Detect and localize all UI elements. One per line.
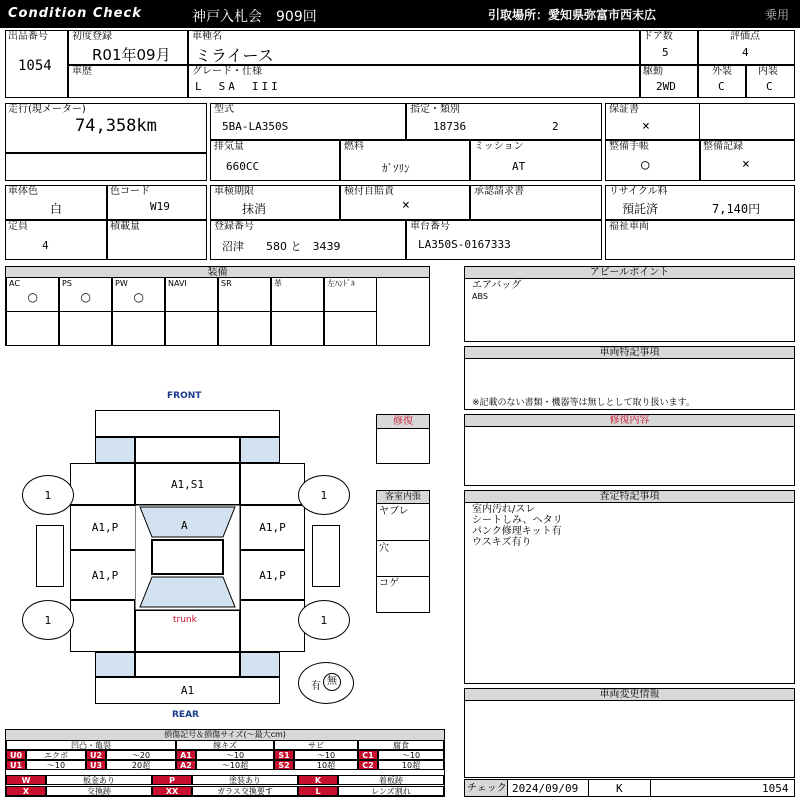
- recycle-label: リサイクル料: [609, 186, 668, 197]
- front-label: FRONT: [167, 391, 202, 401]
- rear-right-quarter[interactable]: [240, 600, 305, 652]
- assessment-title: 査定特記事項: [465, 491, 794, 503]
- assessment-line-3: パンク修理キット有: [472, 526, 562, 537]
- legend-code: U0: [6, 750, 26, 760]
- plate-label: 登録番号: [214, 221, 254, 232]
- equipment-cell: [218, 278, 271, 312]
- grade-label: グレード・仕様: [192, 66, 262, 77]
- drive-label: 駆動: [643, 66, 663, 77]
- insurance-label: 検付自賠責: [344, 186, 394, 197]
- mission-value: AT: [512, 160, 526, 173]
- insurance-value: ×: [402, 198, 410, 213]
- change-info-title: 車両変更情報: [465, 689, 794, 701]
- equipment-cell-blank: [165, 312, 218, 346]
- mileage-label: 走行(現メーター): [8, 104, 86, 115]
- doors-label: ドア数: [643, 31, 673, 42]
- grade-value: L SA III: [195, 80, 281, 93]
- rear-label: REAR: [172, 710, 199, 720]
- equipment-label: 左ﾊﾝﾄﾞﾙ: [327, 279, 355, 288]
- auction-name: 神戸入札会 909回: [192, 9, 317, 25]
- wheel-rear-left[interactable]: 1: [22, 600, 74, 640]
- int-value: C: [766, 80, 773, 93]
- mission-label: ミッション: [474, 141, 524, 152]
- header-bar: [0, 0, 800, 28]
- ext-label: 外装: [712, 66, 732, 77]
- equipment-cell: [59, 278, 112, 312]
- rear-left-corner[interactable]: [95, 652, 135, 677]
- equipment-label: 革: [274, 279, 282, 288]
- lot-number: 1054: [18, 58, 52, 74]
- doors-value: 5: [662, 46, 669, 59]
- score-label: 評価点: [730, 31, 760, 42]
- rear-right-door[interactable]: A1,P: [240, 550, 305, 600]
- trunk-label: trunk: [173, 615, 197, 625]
- category-value-a: 18736: [433, 120, 467, 133]
- legend-header: サビ: [274, 740, 358, 750]
- legend-code: C2: [358, 760, 378, 770]
- special-note: ※記載のない書類・機器等は無しとして取り扱います。: [472, 398, 695, 408]
- legend-code: K: [298, 775, 338, 785]
- color-code-value: W19: [150, 200, 170, 213]
- front-left-corner[interactable]: [95, 437, 135, 463]
- legend-text: 〜10超: [196, 760, 274, 770]
- warranty-divider: [699, 103, 700, 140]
- legend-text: 交換跡: [46, 786, 152, 796]
- legend-code: U2: [86, 750, 106, 760]
- hood-area[interactable]: [135, 437, 240, 463]
- front-left-door[interactable]: A1,P: [70, 505, 140, 550]
- interior-divider-1: [376, 540, 430, 541]
- pickup-location: 引取場所：愛知県弥富市西末広: [488, 8, 657, 22]
- equipment-cell-blank: [59, 312, 112, 346]
- legend-text: ガラス交換要す: [192, 786, 298, 796]
- legend-code: U3: [86, 760, 106, 770]
- legend-code: X: [6, 786, 46, 796]
- windshield-label: A: [181, 519, 188, 532]
- legend-text: 10超: [378, 760, 444, 770]
- assessment-line-2: シートしみ、ヘタリ: [472, 515, 563, 526]
- roof-center: [152, 540, 223, 574]
- wheel-rear-right[interactable]: 1: [298, 600, 350, 640]
- plate-value: 沼津 580 と 3439: [222, 240, 341, 253]
- warranty-label: 保証書: [609, 104, 639, 115]
- recycle-status: 預託済: [622, 202, 659, 216]
- legend-code: XX: [152, 786, 192, 796]
- equipment-mark: ○: [80, 290, 91, 304]
- interior-title: 客室内張: [377, 491, 429, 504]
- fuel-label: 燃料: [344, 141, 364, 152]
- check-divider-3: [650, 779, 651, 797]
- appeal-line-2: ABS: [472, 292, 488, 301]
- model-value: 5BA-LA350S: [222, 120, 289, 133]
- color-label: 車体色: [8, 186, 38, 197]
- assessment-line-1: 室内汚れ/スレ: [472, 504, 536, 515]
- color-code-label: 色コード: [110, 186, 150, 197]
- equipment-cell: [112, 278, 165, 312]
- model-label: 型式: [214, 104, 234, 115]
- front-right-door[interactable]: A1,P: [240, 505, 305, 550]
- legend-text: エクボ: [26, 750, 86, 760]
- equipment-mark: ○: [133, 290, 144, 304]
- legend-text: 20超: [106, 760, 176, 770]
- legend-text: 〜10: [294, 750, 358, 760]
- load-label: 積載量: [110, 221, 140, 232]
- check-divider-1: [507, 779, 508, 797]
- chassis-value: LA350S-0167333: [418, 238, 511, 251]
- legend-text: 〜10: [196, 750, 274, 760]
- legend-text: 10超: [294, 760, 358, 770]
- rear-left-door[interactable]: A1,P: [70, 550, 140, 600]
- equipment-mark: ○: [27, 290, 38, 304]
- equipment-cell-blank: [271, 312, 324, 346]
- equipment-label: AC: [9, 279, 20, 288]
- left-mirror[interactable]: [36, 525, 64, 587]
- first-reg-label: 初度登録: [72, 31, 112, 42]
- legend-text: 〜10: [378, 750, 444, 760]
- history-label: 車歴: [72, 66, 92, 77]
- legend-text: 塗装あり: [192, 775, 298, 785]
- legend-code: C1: [358, 750, 378, 760]
- manual-value: ○: [641, 157, 650, 173]
- first-reg-value: R01年09月: [92, 46, 171, 64]
- claim-label: 承認請求書: [474, 186, 524, 197]
- welfare-label: 福祉車両: [609, 221, 649, 232]
- legend-code: U1: [6, 760, 26, 770]
- front-right-fender[interactable]: [240, 463, 305, 505]
- interior-row-2: 穴: [379, 543, 389, 554]
- special-title: 車両特記事項: [465, 347, 794, 359]
- chassis-label: 車台番号: [410, 221, 450, 232]
- equipment-cell-blank: [112, 312, 165, 346]
- rear-left-quarter[interactable]: [70, 600, 135, 652]
- category-label: 乗用: [765, 8, 790, 22]
- ext-value: C: [718, 80, 725, 93]
- car-name-value: ミライース: [195, 46, 274, 65]
- rear-glass: [140, 577, 235, 607]
- spare-tire-label: 有: [311, 681, 321, 692]
- repair-title: 修復: [377, 415, 429, 429]
- fuel-value: ｶﾞｿﾘﾝ: [382, 162, 410, 175]
- color-value: 白: [50, 202, 63, 216]
- capacity-label: 定員: [8, 221, 28, 232]
- inspect-label: 車検期限: [214, 186, 254, 197]
- equipment-label: PS: [62, 279, 72, 288]
- repair-detail-title: 修復内容: [465, 415, 794, 427]
- category-label-spec: 指定・類別: [410, 104, 460, 115]
- equipment-label: PW: [115, 279, 128, 288]
- spare-tire-mark: 無: [323, 673, 341, 691]
- assessment-line-4: ウスキズ有り: [472, 537, 532, 548]
- right-mirror[interactable]: [312, 525, 340, 587]
- equipment-label: SR: [221, 279, 232, 288]
- interior-row-3: コゲ: [379, 578, 399, 589]
- warranty-value: ×: [642, 119, 650, 134]
- legend-code: A1: [176, 750, 196, 760]
- legend-header: 線キズ: [176, 740, 274, 750]
- legend-text: 着板跡: [338, 775, 444, 785]
- equipment-cell-blank: [324, 312, 377, 346]
- equipment-cell: [6, 278, 59, 312]
- legend-code: L: [298, 786, 338, 796]
- legend-code: P: [152, 775, 192, 785]
- interior-row-1: ヤブレ: [379, 506, 409, 517]
- front-left-fender[interactable]: [70, 463, 135, 505]
- maint-value: ×: [742, 157, 750, 172]
- rear-bumper[interactable]: A1: [95, 677, 280, 704]
- drive-value: 2WD: [656, 80, 676, 93]
- appeal-title: アピールポイント: [465, 267, 794, 279]
- appeal-line-1: エアバッグ: [472, 280, 522, 291]
- header-title: Condition Check: [8, 6, 142, 21]
- check-divider-2: [588, 779, 589, 797]
- rear-right-corner[interactable]: [240, 652, 280, 677]
- equipment-cell-blank: [6, 312, 59, 346]
- score-value: 4: [742, 46, 749, 59]
- change-info-box: [464, 688, 795, 778]
- legend-title: 損傷記号＆損傷サイズ(〜最大cm): [6, 730, 444, 740]
- capacity-value: 4: [42, 239, 49, 252]
- legend-text: レンズ割れ: [338, 786, 444, 796]
- category-value-b: 2: [552, 120, 559, 133]
- check-lot: 1054: [762, 782, 789, 795]
- legend-header: 腐食: [358, 740, 444, 750]
- mileage-value: 74,358km: [75, 116, 157, 136]
- legend-code: S2: [274, 760, 294, 770]
- maint-label: 整備記録: [703, 141, 743, 152]
- legend-code: A2: [176, 760, 196, 770]
- mileage-blank-box: [5, 153, 207, 181]
- check-date: 2024/09/09: [512, 782, 579, 795]
- equipment-cell: [165, 278, 218, 312]
- manual-label: 整備手帳: [609, 141, 649, 152]
- equipment-title: 装備: [6, 267, 429, 278]
- equipment-cell: [324, 278, 377, 312]
- car-name-label: 車種名: [192, 31, 222, 42]
- legend-text: 〜20: [106, 750, 176, 760]
- legend-text: 〜10: [26, 760, 86, 770]
- inspect-value: 抹消: [242, 202, 267, 216]
- legend-text: 板金あり: [46, 775, 152, 785]
- interior-divider-2: [376, 576, 430, 577]
- displacement-value: 660CC: [226, 160, 260, 173]
- equipment-cell-blank: [218, 312, 271, 346]
- legend-header: 凹凸・亀裂: [6, 740, 176, 750]
- front-bumper[interactable]: [95, 410, 280, 437]
- roof-panel[interactable]: A1,S1: [135, 463, 240, 505]
- legend-code: S1: [274, 750, 294, 760]
- check-label: チェック: [467, 783, 507, 794]
- lot-label: 出品番号: [8, 31, 48, 42]
- equipment-cell: [271, 278, 324, 312]
- equipment-label: NAVI: [168, 279, 187, 288]
- wheel-front-right[interactable]: 1: [298, 475, 350, 515]
- front-right-corner[interactable]: [240, 437, 280, 463]
- int-label: 内装: [758, 66, 778, 77]
- wheel-front-left[interactable]: 1: [22, 475, 74, 515]
- legend-code: W: [6, 775, 46, 785]
- check-code: K: [616, 782, 623, 795]
- rear-panel[interactable]: [135, 652, 240, 677]
- displacement-label: 排気量: [214, 141, 244, 152]
- recycle-fee: 7,140円: [712, 202, 761, 216]
